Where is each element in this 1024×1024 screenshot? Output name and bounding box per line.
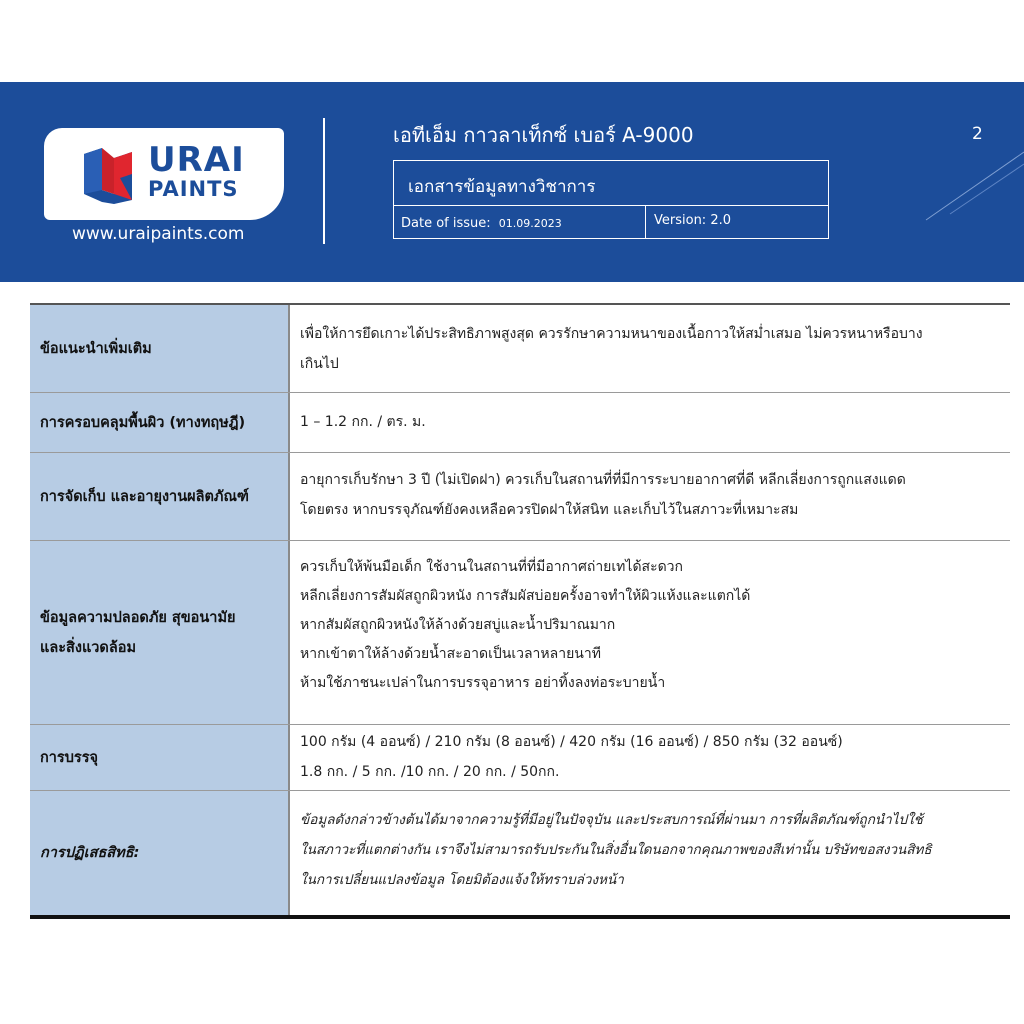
table-row [30,393,1010,453]
website-url[interactable]: www.uraipaints.com [72,224,245,244]
row-content [290,541,1010,724]
version-label: Version: [654,213,707,228]
content-line: ข้อมูลดังกล่าวข้างต้นได้มาจากความรู้ที่มีอยู่ในปัจจุบัน และประสบการณ์ที่ผ่านมา การที่ผลิตภัณฑ์ถูกนำไปใช้ [300,812,923,828]
issue-date [394,206,646,238]
row-content [290,305,1010,392]
brand-name-urai: URAI [148,140,245,180]
content-line: 100 กรัม (4 ออนซ์) / 210 กรัม (8 ออนซ์) / 420 กรัม (16 ออนซ์) / 850 กรัม (32 ออนซ์) [300,734,843,750]
document-title: เอทีเอ็ม กาวลาเท็กซ์ เบอร์ A-9000 [393,123,694,147]
urai-logo-mark-icon [80,144,140,206]
version-value: 2.0 [710,213,732,228]
table-row [30,305,1010,393]
content-line: อายุการเก็บรักษา 3 ปี (ไม่เปิดฝา) ควรเก็บในสถานที่ที่มีการระบายอากาศที่ดี หลีกเลี่ยงการถูกแสงแดด [300,472,906,488]
table-row [30,791,1010,915]
content-line: 1 – 1.2 กก. / ตร. ม. [300,414,426,430]
content-line: หากสัมผัสถูกผิวหนังให้ล้างด้วยสบู่และน้ำปริมาณมาก [300,617,616,633]
row-label-line: ข้อมูลความปลอดภัย สุขอนามัย [40,609,236,626]
table-row [30,725,1010,791]
row-label [30,541,290,724]
issue-date-value: 01.09.2023 [498,217,562,230]
content-line: 1.8 กก. / 5 กก. /10 กก. / 20 กก. / 50กก. [300,764,560,780]
row-content [290,791,1010,915]
content-line: เกินไป [300,356,339,372]
row-content [290,393,1010,452]
header-band [0,82,1024,282]
table-row [30,541,1010,725]
row-label: การจัดเก็บ และอายุงานผลิตภัณฑ์ [30,453,290,540]
row-label: ข้อแนะนำเพิ่มเติม [30,305,290,392]
issue-date-label: Date of issue: [401,216,491,231]
version [646,206,828,238]
row-content [290,453,1010,540]
spec-table [30,303,1010,919]
content-line: โดยตรง หากบรรจุภัณฑ์ยังคงเหลือควรปิดฝาให้สนิท และเก็บไว้ในสภาวะที่เหมาะสม [300,502,799,518]
content-line: ควรเก็บให้พ้นมือเด็ก ใช้งานในสถานที่ที่มีอากาศถ่ายเทได้สะดวก [300,559,684,575]
header-divider [323,118,325,244]
content-line: ในการเปลี่ยนแปลงข้อมูล โดยมิต้องแจ้งให้ทราบล่วงหน้า [300,872,624,888]
row-label: การบรรจุ [30,725,290,790]
content-line: เพื่อให้การยึดเกาะได้ประสิทธิภาพสูงสุด ควรรักษาความหนาของเนื้อกาวให้สม่ำเสมอ ไม่ควรหนาหรือบาง [300,326,923,342]
content-line: ในสภาวะที่แตกต่างกัน เราจึงไม่สามารถรับประกันในสิ่งอื่นใดนอกจากคุณภาพของสีเท่านั้น บริษัทขอสงวนสิทธิ [300,842,932,858]
row-label-line: และสิ่งแวดล้อม [40,639,137,656]
content-line: ห้ามใช้ภาชนะเปล่าในการบรรจุอาหาร อย่าทิ้งลงท่อระบายน้ำ [300,675,666,691]
row-label: การปฏิเสธสิทธิ: [30,791,290,915]
content-line: หากเข้าตาให้ล้างด้วยน้ำสะอาดเป็นเวลาหลายนาที [300,646,601,662]
row-label: การครอบคลุมพื้นผิว (ทางทฤษฎี) [30,393,290,452]
row-content [290,725,1010,790]
decorative-lines-icon [920,142,1024,232]
brand-logo [44,128,284,220]
document-info-box [393,160,829,239]
page-number: 2 [972,124,983,144]
table-row [30,453,1010,541]
brand-name-paints: PAINTS [148,177,239,201]
content-line: หลีกเลี่ยงการสัมผัสถูกผิวหนัง การสัมผัสบ่อยครั้งอาจทำให้ผิวแห้งและแตกได้ [300,588,751,604]
document-subtitle: เอกสารข้อมูลทางวิชาการ [394,161,828,206]
